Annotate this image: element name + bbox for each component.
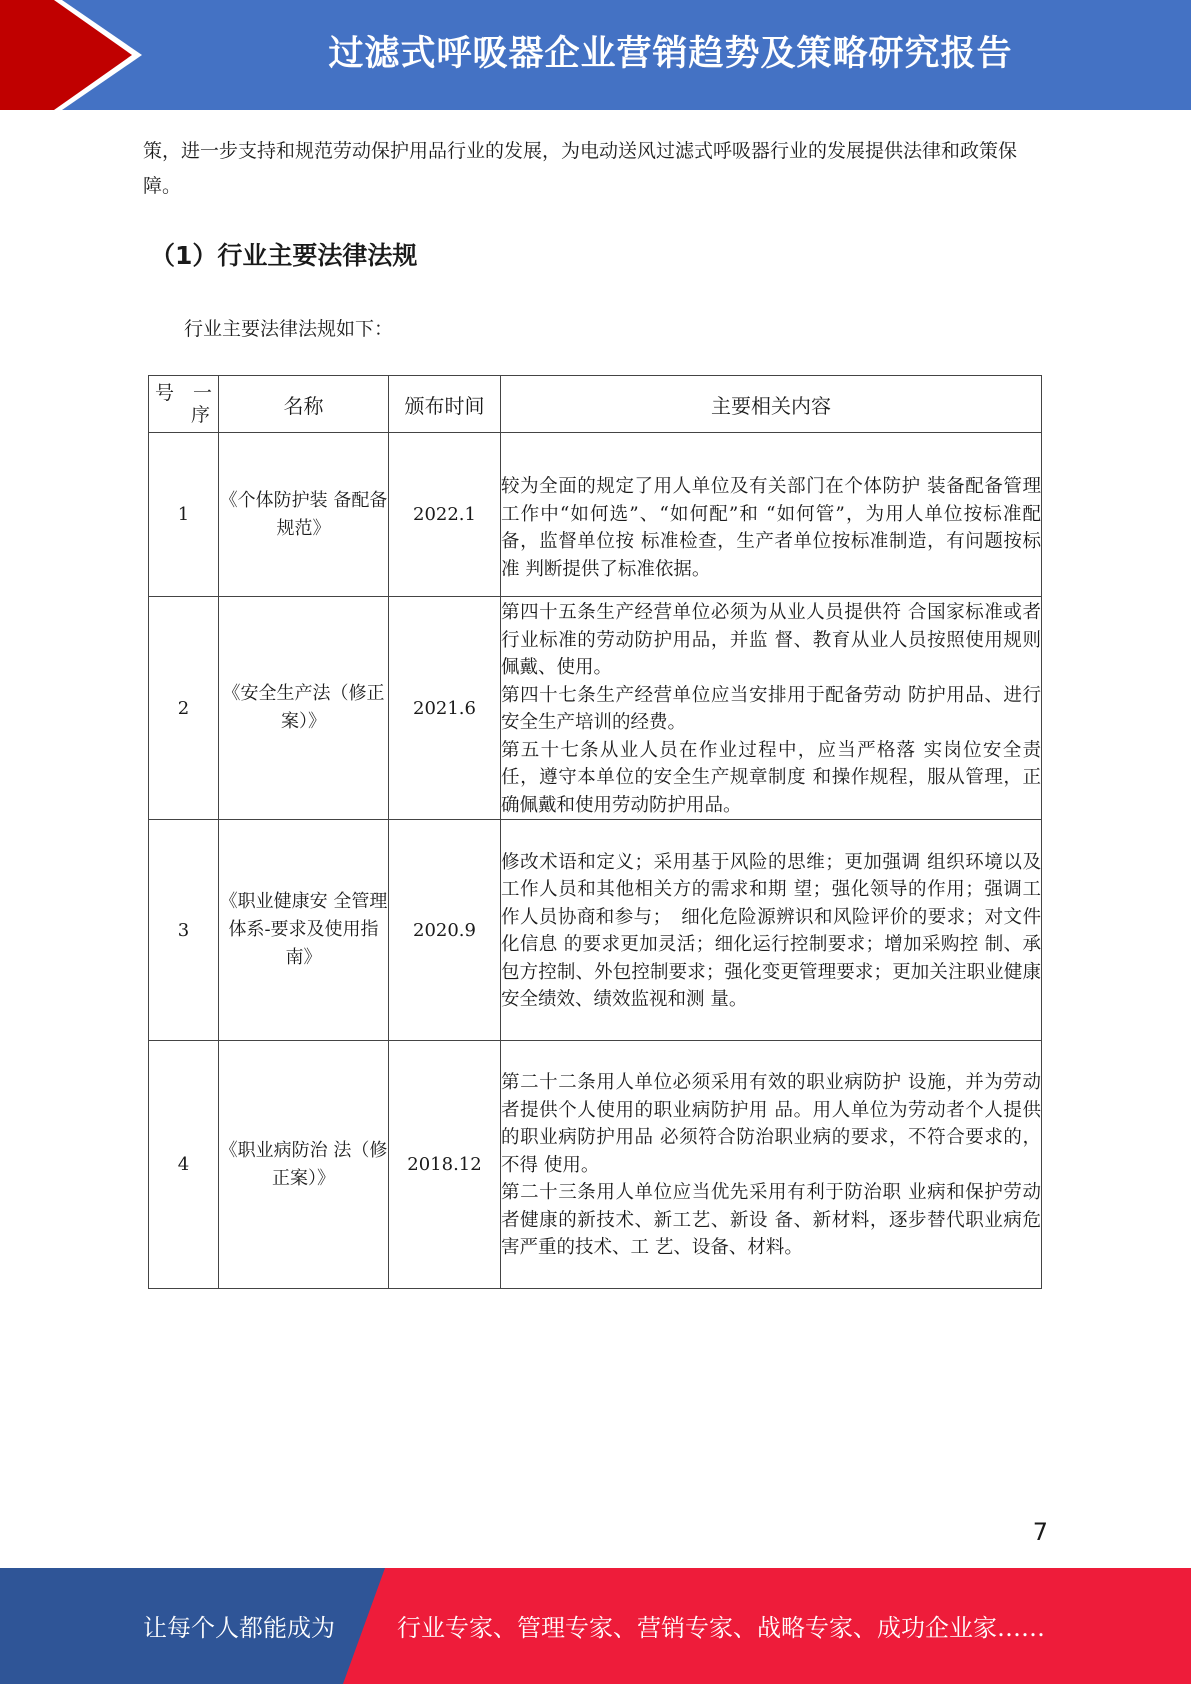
header-arrow-icon <box>0 0 160 110</box>
table-row <box>149 820 1042 1041</box>
row-number: 2 <box>149 597 219 820</box>
content-paragraph: 第四十七条生产经营单位应当安排用于配备劳动 防护用品、进行安全生产培训的经费。 <box>501 684 1041 733</box>
law-name: 《职业病防治 法（修正案）》 <box>219 1041 389 1289</box>
table-row <box>149 433 1042 597</box>
page-number: 7 <box>1032 1518 1048 1546</box>
intro-paragraph: 策，进一步支持和规范劳动保护用品行业的发展，为电动送风过滤式呼吸器行业的发展提供法律和政策保障。 <box>143 140 1018 197</box>
issue-date: 2022.1 <box>389 433 501 597</box>
content-paragraph: 第二十二条用人单位必须采用有效的职业病防护 设施，并为劳动者提供个人使用的职业病防护用 品。用人单位为劳动者个人提供的职业病防护用品 必须符合防治职业病的要求，不符合要求的，不得 使用。 <box>501 1072 1041 1176</box>
laws-table <box>148 375 1042 1289</box>
row-number: 4 <box>149 1041 219 1289</box>
header-no-bottom: 序 <box>190 404 210 426</box>
law-content <box>501 820 1042 1041</box>
issue-date: 2018.12 <box>389 1041 501 1289</box>
row-number: 1 <box>149 433 219 597</box>
law-content <box>501 597 1042 820</box>
law-content <box>501 433 1042 597</box>
content-paragraph: 修改术语和定义；采用基于风险的思维；更加强调 组织环境以及工作人员和其他相关方的需求和期 望；强化领导的作用；强调工作人员协商和参与； 细化危险源辨识和风险评价的要求；对文件化信息 的要求更加灵活；细化运行控制要求；增加采购控 制、承包方控制、外包控制要求；强化变更管理要求；更加关注职业健康安全绩效、绩效监视和测 量。 <box>501 851 1041 1010</box>
table-row <box>149 1041 1042 1289</box>
law-name: 《个体防护装 备配备规范》 <box>219 433 389 597</box>
footer-slogan-left: 让每个人都能成为 <box>143 1614 335 1642</box>
footer-slogan-right: 行业专家、管理专家、营销专家、战略专家、成功企业家…… <box>397 1614 1045 1642</box>
issue-date: 2020.9 <box>389 820 501 1041</box>
page-header <box>0 0 1191 110</box>
law-content <box>501 1041 1042 1289</box>
report-title: 过滤式呼吸器企业营销趋势及策略研究报告 <box>328 34 1013 74</box>
header-no-top: 号 一 <box>154 382 212 404</box>
header-name: 名称 <box>219 376 389 433</box>
page-footer <box>0 1568 1191 1684</box>
content-paragraph: 第二十三条用人单位应当优先采用有利于防治职 业病和保护劳动者健康的新技术、新工艺、新设 备、新材料，逐步替代职业病危害严重的技术、工 艺、设备、材料。 <box>501 1182 1041 1259</box>
section-heading: （1）行业主要法律法规 <box>150 241 418 270</box>
row-number: 3 <box>149 820 219 1041</box>
content-paragraph: 较为全面的规定了用人单位及有关部门在个体防护 装备配备管理工作中“如何选”、“如何配”和 “如何管”，为用人单位按标准配备，监督单位按 标准检查，生产者单位按标准制造，有问题按标准 判断提供了标准依据。 <box>501 476 1041 580</box>
table-row <box>149 597 1042 820</box>
header-date: 颁布时间 <box>389 376 501 433</box>
issue-date: 2021.6 <box>389 597 501 820</box>
lead-paragraph: 行业主要法律法规如下： <box>184 318 394 340</box>
table-header-row <box>149 376 1042 433</box>
header-no <box>149 376 219 433</box>
header-content: 主要相关内容 <box>501 376 1042 433</box>
content-paragraph: 第五十七条从业人员在作业过程中，应当严格落 实岗位安全责任，遵守本单位的安全生产规章制度 和操作规程，服从管理，正确佩戴和使用劳动防护用品。 <box>501 739 1041 816</box>
content-paragraph: 第四十五条生产经营单位必须为从业人员提供符 合国家标准或者行业标准的劳动防护用品，并监 督、教育从业人员按照使用规则佩戴、使用。 <box>501 602 1041 678</box>
law-name: 《安全生产法（修正案）》 <box>219 597 389 820</box>
law-name: 《职业健康安 全管理体系-要求及使用指 南》 <box>219 820 389 1041</box>
